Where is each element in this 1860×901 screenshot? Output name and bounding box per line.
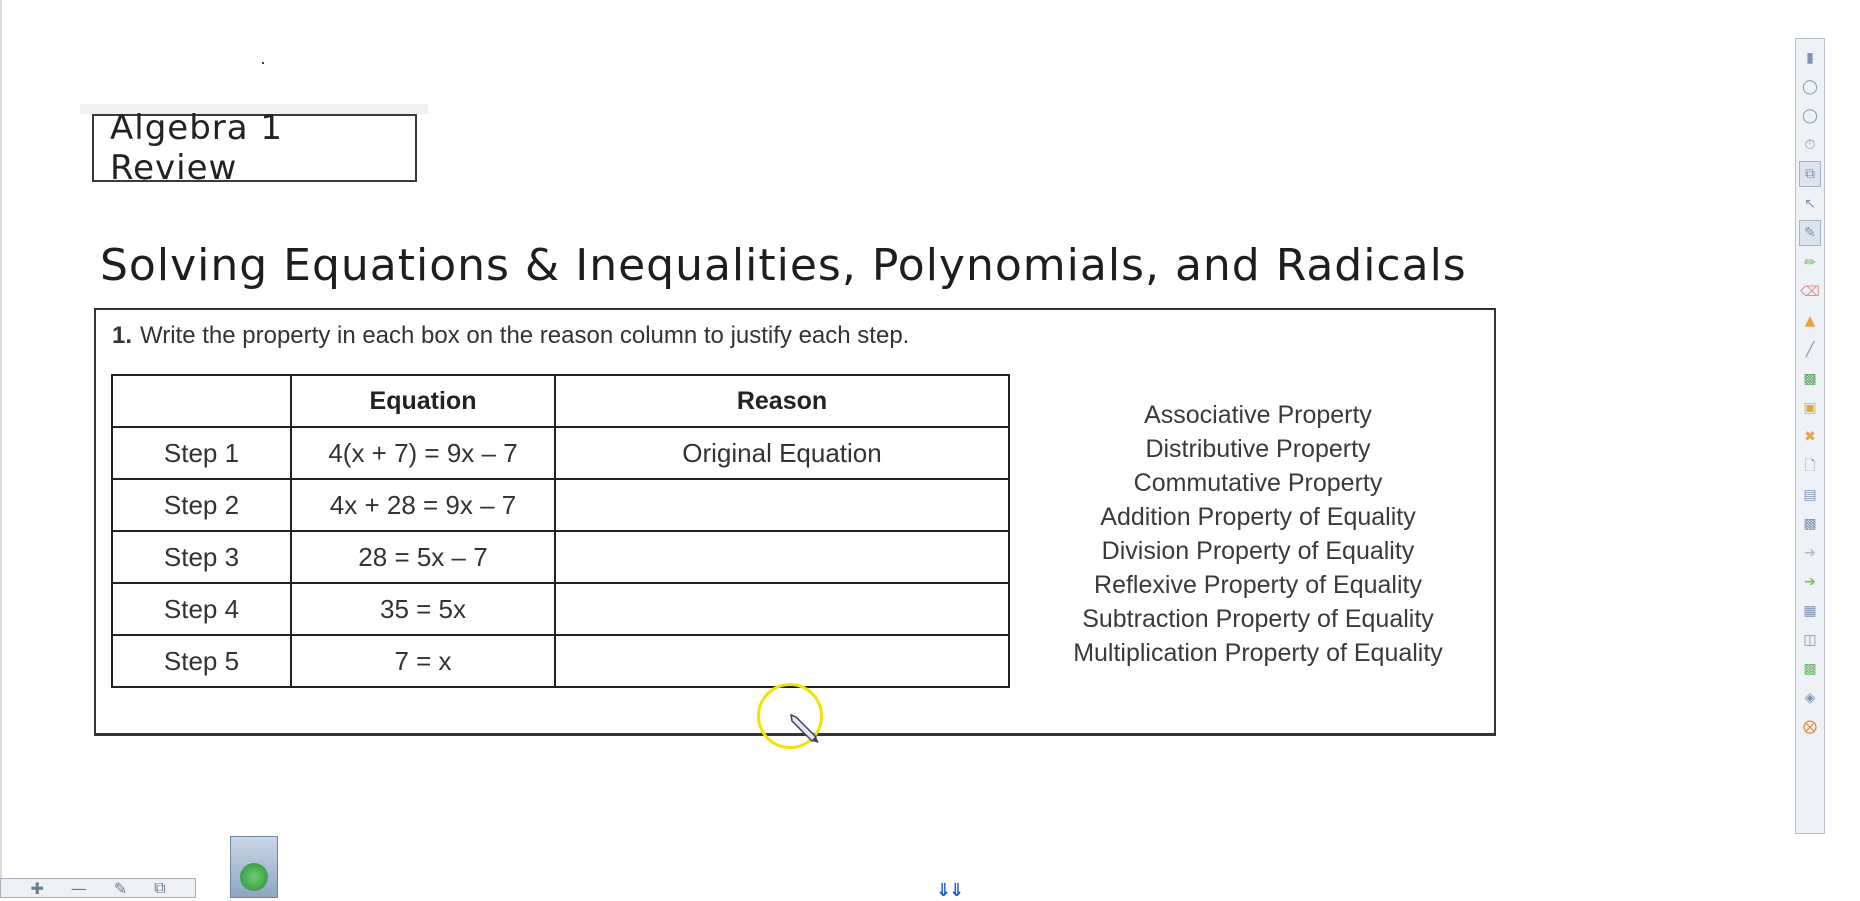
table-row [112,479,1009,531]
steps-table [111,374,1010,688]
step-cell: Step 3 [112,531,291,583]
duplicate-icon[interactable]: ⧉ [154,878,166,897]
bottom-page-bar [0,878,196,898]
annotation-toolbar [1795,38,1825,834]
delete-icon[interactable]: ✖ [1804,428,1816,445]
shape-icon[interactable]: ▲ [1804,312,1816,329]
pen-icon[interactable]: ✎ [1799,220,1821,246]
word-bank-item: Division Property of Equality [1101,537,1415,565]
word-bank-item: Commutative Property [1133,469,1383,497]
instruction-text: Write the property in each box on the reason column to justify each step. [140,322,910,349]
save-icon[interactable]: ◫ [1803,631,1817,648]
equation-cell: 35 = 5x [291,583,555,635]
word-bank-item: Subtraction Property of Equality [1082,605,1434,633]
word-bank-item: Reflexive Property of Equality [1094,571,1422,599]
header-cell-equation: Equation [291,375,555,427]
scroll-marker-icon[interactable]: ⇓⇓ [936,880,963,901]
edit-icon[interactable]: ✎ [113,878,128,898]
page-title: Solving Equations & Inequalities, Polynomials, and Radicals [100,240,1467,291]
remove-icon[interactable]: — [70,878,87,898]
stray-mark [262,62,264,64]
equation-cell: 7 = x [291,635,555,687]
magic-ink-icon[interactable]: ◈ [1804,689,1816,706]
timer-icon[interactable]: ⏱ [1804,136,1816,153]
close-icon[interactable]: ⨂ [1803,718,1817,735]
fill-icon[interactable]: ▩ [1803,370,1817,387]
header-cell-reason: Reason [555,375,1009,427]
equation-cell: 4(x + 7) = 9x – 7 [291,427,555,479]
review-label: Algebra 1 Review [110,108,284,188]
step-cell: Step 1 [112,427,291,479]
equation-cell: 28 = 5x – 7 [291,531,555,583]
copy-icon[interactable]: ⧉ [1799,161,1821,187]
step-cell: Step 4 [112,583,291,635]
step-cell: Step 5 [112,635,291,687]
recycle-icon[interactable] [230,836,278,898]
export-icon[interactable]: ▩ [1803,660,1817,677]
previous-icon[interactable]: ◯ [1802,78,1818,95]
reason-cell[interactable] [555,531,1009,583]
reason-cell[interactable] [555,479,1009,531]
table-row [112,583,1009,635]
table-row [112,531,1009,583]
add-icon[interactable]: ✚ [30,878,44,898]
highlighter-icon[interactable]: ✏ [1804,254,1816,271]
select-arrow-icon[interactable]: ↖ [1804,195,1816,212]
back-icon[interactable]: ➔ [1804,544,1816,561]
pin-icon[interactable]: ▮ [1806,49,1814,66]
word-bank-item: Addition Property of Equality [1100,503,1416,531]
screenshot-icon[interactable]: ▩ [1803,515,1817,532]
review-label-box [92,108,417,188]
reason-cell[interactable]: Original Equation [555,427,1009,479]
new-page-icon[interactable]: 🗋 [1804,457,1816,474]
word-bank-item: Multiplication Property of Equality [1073,639,1443,667]
forward-icon[interactable]: ➔ [1804,573,1816,590]
table-row [112,635,1009,687]
equation-cell: 4x + 28 = 9x – 7 [291,479,555,531]
pen-cursor-icon [788,712,822,746]
table-header-row [112,375,1009,427]
step-cell: Step 2 [112,479,291,531]
window-edge [0,0,2,898]
insert-page-icon[interactable]: ▤ [1803,486,1817,503]
table-row [112,427,1009,479]
word-bank-item: Distributive Property [1145,435,1371,463]
eraser-icon[interactable]: ⌫ [1800,283,1820,300]
problem-instruction [112,322,909,350]
reason-cell[interactable] [555,635,1009,687]
table-icon[interactable]: ▦ [1803,602,1817,619]
reason-cell[interactable] [555,583,1009,635]
capture-icon[interactable]: ▣ [1803,399,1817,416]
word-bank-item: Associative Property [1144,401,1372,429]
property-word-bank [1016,398,1500,670]
problem-number: 1. [112,322,133,349]
header-cell-step [112,375,291,427]
line-icon[interactable]: ╱ [1805,341,1815,358]
next-icon[interactable]: ◯ [1802,107,1818,124]
